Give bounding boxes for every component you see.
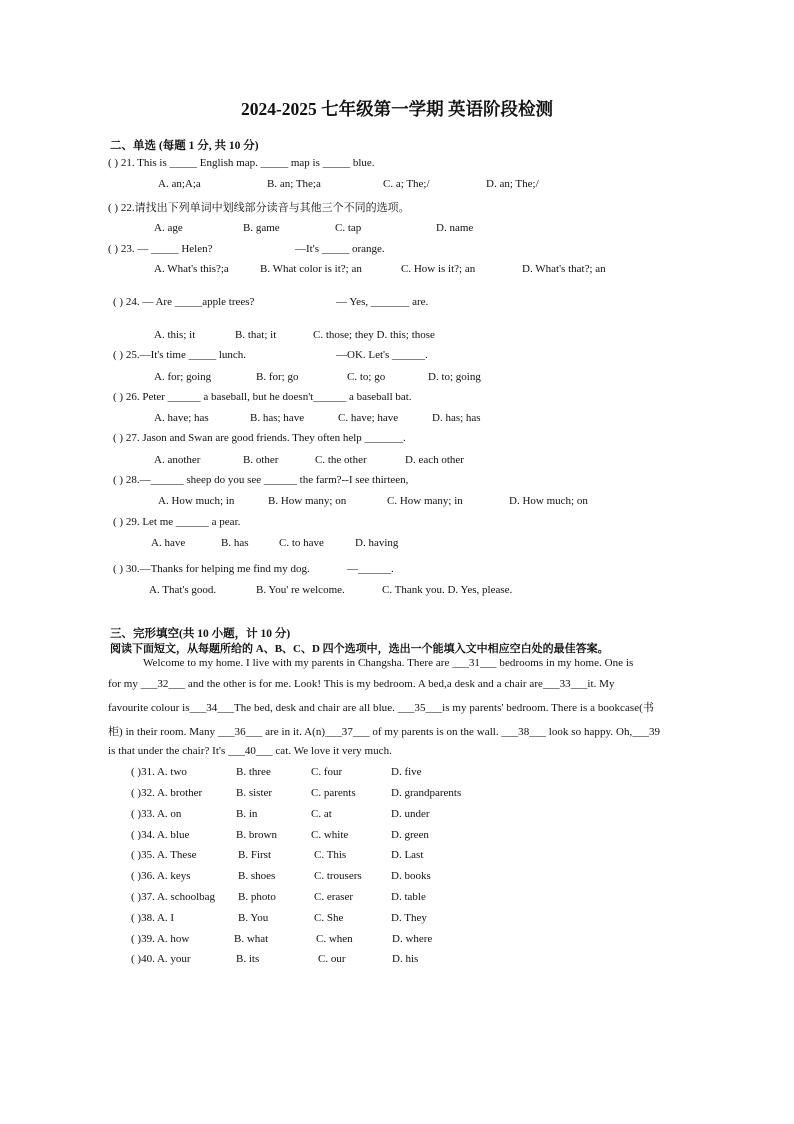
q28-option-a: A. How much; in [158, 495, 235, 507]
q40-option-c: C. our [318, 953, 346, 965]
page-title: 2024-2025 七年级第一学期 英语阶段检测 [240, 99, 554, 119]
q38-option-b: B. You [238, 912, 269, 924]
q24-option-c-d: C. those; they D. this; those [313, 329, 435, 341]
cloze-passage-line-1: Welcome to my home. I live with my parents in Changsha. There are ___31___ bedrooms in my home. One is [143, 657, 634, 669]
q36-option-a: ( )36. A. keys [131, 870, 191, 882]
q38-option-c: C. She [314, 912, 344, 924]
q35-option-d: D. Last [391, 849, 424, 861]
q37-option-b: B. photo [238, 891, 276, 903]
question-29-stem: ( ) 29. Let me ______ a pear. [113, 516, 241, 528]
q32-option-b: B. sister [236, 787, 273, 799]
question-21-stem: ( ) 21. This is _____ English map. _____ map is _____ blue. [108, 157, 375, 169]
q25-option-c: C. to; go [347, 371, 386, 383]
q27-option-c: C. the other [315, 454, 367, 466]
q25-option-b: B. for; go [256, 371, 299, 383]
q21-option-c: C. a; The;/ [383, 178, 430, 190]
section-heading-cloze: 三、完形填空(共 10 小题，计 10 分) [110, 628, 291, 640]
q32-option-c: C. parents [311, 787, 356, 799]
q32-option-d: D. grandparents [391, 787, 462, 799]
q24-option-b: B. that; it [235, 329, 277, 341]
q22-option-b: B. game [243, 222, 280, 234]
q38-option-d: D. They [391, 912, 427, 924]
cloze-passage-line-2: for my ___32___ and the other is for me. Look! This is my bedroom. A bed,a desk and a chair are___33___it. My [108, 678, 615, 690]
q26-option-c: C. have; have [338, 412, 399, 424]
q26-option-b: B. has; have [250, 412, 305, 424]
question-26-stem: ( ) 26. Peter ______ a baseball, but he doesn't______ a baseball bat. [113, 391, 412, 403]
question-24-response: — Yes, _______ are. [336, 296, 429, 308]
q34-option-b: B. brown [236, 829, 277, 841]
q40-option-b: B. its [236, 953, 260, 965]
q33-option-d: D. under [391, 808, 430, 820]
q34-option-a: ( )34. A. blue [131, 829, 190, 841]
q33-option-c: C. at [311, 808, 332, 820]
q36-option-c: C. trousers [314, 870, 362, 882]
q28-option-b: B. How many; on [268, 495, 347, 507]
q35-option-a: ( )35. A. These [131, 849, 197, 861]
q38-option-a: ( )38. A. I [131, 912, 175, 924]
q29-option-b: B. has [221, 537, 249, 549]
q34-option-d: D. green [391, 829, 429, 841]
q21-option-b: B. an; The;a [267, 178, 321, 190]
q31-option-d: D. five [391, 766, 422, 778]
q31-option-a: ( )31. A. two [131, 766, 187, 778]
q26-option-d: D. has; has [432, 412, 481, 424]
q40-option-a: ( )40. A. your [131, 953, 191, 965]
cloze-instruction: 阅读下面短文，从每题所给的 A、B、C、D 四个选项中，选出一个能填入文中相应空白处的最佳答案。 [110, 643, 609, 655]
q29-option-a: A. have [151, 537, 186, 549]
q28-option-d: D. How much; on [509, 495, 588, 507]
q39-option-b: B. what [234, 933, 269, 945]
q25-option-a: A. for; going [154, 371, 212, 383]
q37-option-c: C. eraser [314, 891, 354, 903]
question-25-response: —OK. Let's ______. [336, 349, 428, 361]
cloze-passage-line-4: 柜) in their room. Many ___36___ are in it. A(n)___37___ of my parents is on the wall. ___38___ look so happy. Oh,___39 [108, 726, 661, 738]
cloze-passage-line-3: favourite colour is___34___The bed, desk and chair are all blue. ___35___is my parents' bedroom. There is a bookcase(书 [108, 702, 654, 714]
q34-option-c: C. white [311, 829, 349, 841]
q22-option-d: D. name [436, 222, 474, 234]
question-27-stem: ( ) 27. Jason and Swan are good friends. They often help _______. [113, 432, 406, 444]
q27-option-d: D. each other [405, 454, 464, 466]
question-22-stem: ( ) 22.请找出下列单词中划线部分读音与其他三个不同的选项。 [108, 202, 410, 214]
cloze-passage-line-5: is that under the chair? It's ___40___ cat. We love it very much. [108, 745, 392, 757]
q36-option-d: D. books [391, 870, 431, 882]
q24-option-a: A. this; it [154, 329, 196, 341]
q27-option-a: A. another [154, 454, 201, 466]
q37-option-a: ( )37. A. schoolbag [131, 891, 216, 903]
question-25-stem: ( ) 25.—It's time _____ lunch. [113, 349, 247, 361]
q27-option-b: B. other [243, 454, 279, 466]
q35-option-b: B. First [238, 849, 272, 861]
q29-option-d: D. having [355, 537, 399, 549]
question-28-stem: ( ) 28.—______ sheep do you see ______ the farm?--I see thirteen, [113, 474, 409, 486]
q32-option-a: ( )32. A. brother [131, 787, 203, 799]
q28-option-c: C. How many; in [387, 495, 463, 507]
q23-option-c: C. How is it?; an [401, 263, 476, 275]
q31-option-b: B. three [236, 766, 271, 778]
question-23-response: —It's _____ orange. [295, 243, 385, 255]
question-23-stem: ( ) 23. — _____ Helen? [108, 243, 213, 255]
q39-option-c: C. when [316, 933, 353, 945]
q23-option-d: D. What's that?; an [522, 263, 606, 275]
q23-option-b: B. What color is it?; an [260, 263, 362, 275]
q37-option-d: D. table [391, 891, 426, 903]
q36-option-b: B. shoes [238, 870, 276, 882]
q30-option-a: A. That's good. [149, 584, 217, 596]
q31-option-c: C. four [311, 766, 343, 778]
q25-option-d: D. to; going [428, 371, 481, 383]
q33-option-b: B. in [236, 808, 258, 820]
q29-option-c: C. to have [279, 537, 324, 549]
q21-option-a: A. an;A;a [158, 178, 201, 190]
question-30-stem: ( ) 30.—Thanks for helping me find my dog. [113, 563, 310, 575]
q30-option-b: B. You' re welcome. [256, 584, 345, 596]
question-30-response: —______. [347, 563, 394, 575]
q39-option-d: D. where [392, 933, 433, 945]
q35-option-c: C. This [314, 849, 347, 861]
q39-option-a: ( )39. A. how [131, 933, 190, 945]
q22-option-c: C. tap [335, 222, 362, 234]
question-24-stem: ( ) 24. — Are _____apple trees? [113, 296, 255, 308]
q21-option-d: D. an; The;/ [486, 178, 539, 190]
q26-option-a: A. have; has [154, 412, 209, 424]
section-heading-single-choice: 二、单选 (每题 1 分, 共 10 分) [110, 140, 259, 152]
q30-option-c-d: C. Thank you. D. Yes, please. [382, 584, 513, 596]
q33-option-a: ( )33. A. on [131, 808, 182, 820]
q23-option-a: A. What's this?;a [154, 263, 229, 275]
q22-option-a: A. age [154, 222, 183, 234]
q40-option-d: D. his [392, 953, 419, 965]
